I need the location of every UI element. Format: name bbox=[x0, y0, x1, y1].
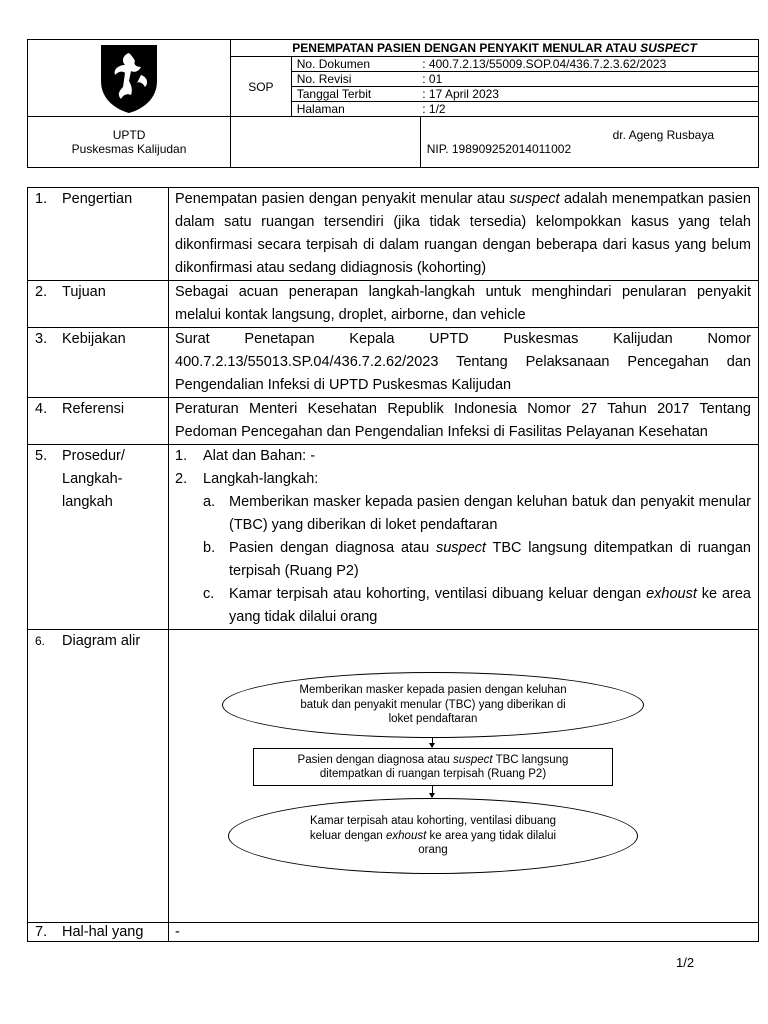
meta-value-revision: : 01 bbox=[420, 72, 758, 87]
row-kebijakan: 3. Kebijakan Surat Penetapan Kepala UPTD Puskesmas Kalijudan Nomor 400.7.2.13/55013.SP.04/436.7.2.62/2023 Tentang Pelaksanaan Pencegahan dan Pengendalian Infeksi di UPTD Puskesmas Kalijudan bbox=[28, 328, 759, 398]
row-prosedur: 5. Prosedur/ Langkah- langkah 1. Alat dan Bahan: - 2. Langkah-langkah: a. Memberikan masker kepada pasien dengan keluhan batuk dan penyakit menular (TBC) yang diberikan di loket pendaftaran b. Pasien dengan diagnosa atau suspect TBC langsung ditempatkan di ruangan terpisah (Ruang P2) c. Kamar terpisah atau kohorting, ventilasi dibuang keluar dengan exhoust ke area yang tidak dilalui orang bbox=[28, 445, 759, 630]
row-tujuan: 2. Tujuan Sebagai acuan penerapan langkah-langkah untuk menghindari penularan penyakit melalui kontak langsung, droplet, airborne, dan vehicle bbox=[28, 281, 759, 328]
document-title: PENEMPATAN PASIEN DENGAN PENYAKIT MENULAR ATAU SUSPECT bbox=[231, 40, 759, 57]
flow-arrow-1 bbox=[432, 737, 433, 747]
meta-key-page: Halaman bbox=[291, 102, 420, 117]
sop-label: SOP bbox=[231, 57, 292, 117]
flow-node-1: Memberikan masker kepada pasien dengan keluhan batuk dan penyakit menular (TBC) yang diberikan di loket pendaftaran bbox=[222, 672, 644, 738]
surabaya-emblem-icon bbox=[97, 41, 161, 115]
signer-name: dr. Ageng Rusbaya bbox=[612, 128, 714, 142]
org-line-2: Puskesmas Kalijudan bbox=[71, 142, 187, 156]
meta-key-revision: No. Revisi bbox=[291, 72, 420, 87]
row-diagram: 6. Diagram alir bbox=[28, 630, 759, 923]
row-referensi: 4. Referensi Peraturan Menteri Kesehatan Republik Indonesia Nomor 27 Tahun 2017 Tentang Pedoman Pencegahan dan Pengendalian Infeksi di Fasilitas Pelayanan Kesehatan bbox=[28, 398, 759, 445]
meta-value-date: : 17 April 2023 bbox=[420, 87, 758, 102]
logo-cell bbox=[28, 40, 231, 117]
org-line-1: UPTD bbox=[112, 128, 146, 142]
flow-node-3: Kamar terpisah atau kohorting, ventilasi dibuang keluar dengan exhoust ke area yang tidak dilalui orang bbox=[228, 798, 638, 874]
hal-text: - bbox=[169, 923, 759, 942]
prosedur-text: 1. Alat dan Bahan: - 2. Langkah-langkah: a. Memberikan masker kepada pasien dengan keluhan batuk dan penyakit menular (TBC) yang diberikan di loket pendaftaran b. Pasien dengan diagnosa atau suspect TBC langsung ditempatkan di ruangan terpisah (Ruang P2) c. Kamar terpisah atau kohorting, ventilasi dibuang keluar dengan exhoust ke area yang tidak dilalui orang bbox=[169, 445, 759, 630]
sop-header bbox=[27, 39, 759, 168]
row-hal: 7. Hal-hal yang - bbox=[28, 923, 759, 942]
pengertian-text: Penempatan pasien dengan penyakit menular atau suspect adalah menempatkan pasien dalam satu ruangan tersendiri (jika tidak tersedia) kelompokkan kasus yang telah dikonfirmasi secara terpisah di dalam ruangan dengan beberapa dari kasus yang belum dikonfirmasi atau sedang didiagnosis (kohorting) bbox=[169, 188, 759, 281]
flow-arrow-2 bbox=[432, 785, 433, 797]
meta-value-page: : 1/2 bbox=[420, 102, 758, 117]
row-pengertian: 1. Pengertian Penempatan pasien dengan penyakit menular atau suspect adalah menempatkan pasien dalam satu ruangan tersendiri (jika tidak tersedia) kelompokkan kasus yang telah dikonfirmasi secara terpisah di dalam ruangan dengan beberapa dari kasus yang belum dikonfirmasi atau sedang didiagnosis (kohorting) bbox=[28, 188, 759, 281]
meta-key-date: Tanggal Terbit bbox=[291, 87, 420, 102]
signer-cell bbox=[420, 117, 758, 168]
meta-key-document: No. Dokumen bbox=[291, 57, 420, 72]
meta-value-document: : 400.7.2.13/55009.SOP.04/436.7.2.3.62/2023 bbox=[420, 57, 758, 72]
referensi-text: Peraturan Menteri Kesehatan Republik Indonesia Nomor 27 Tahun 2017 Tentang Pedoman Pencegahan dan Pengendalian Infeksi di Fasilitas Pelayanan Kesehatan bbox=[169, 398, 759, 445]
kebijakan-text: Surat Penetapan Kepala UPTD Puskesmas Kalijudan Nomor 400.7.2.13/55013.SP.04/436.7.2.62/2023 Tentang Pelaksanaan Pencegahan dan Pengendalian Infeksi di UPTD Puskesmas Kalijudan bbox=[169, 328, 759, 398]
signer-nip: NIP. 198909252014011002 bbox=[426, 142, 572, 156]
organization-cell bbox=[28, 117, 231, 168]
flow-node-2: Pasien dengan diagnosa atau suspect TBC langsung ditempatkan di ruangan terpisah (Ruang P2) bbox=[253, 748, 613, 786]
page-number: 1/2 bbox=[676, 955, 695, 970]
blank-cell bbox=[231, 117, 421, 168]
tujuan-text: Sebagai acuan penerapan langkah-langkah untuk menghindari penularan penyakit melalui kontak langsung, droplet, airborne, dan vehicle bbox=[169, 281, 759, 328]
